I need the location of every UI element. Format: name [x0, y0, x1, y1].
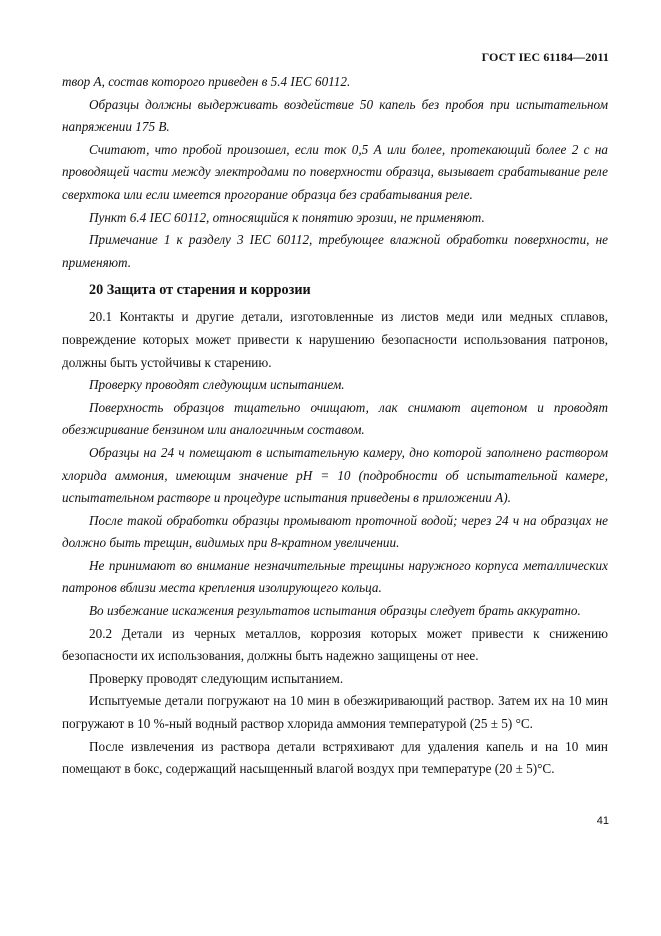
paragraph: 20.1 Контакты и другие детали, изготовленные из листов меди или медных сплавов, повреждение которых может привести к нарушению безопасности использования патронов, должны быть устойчивы к старению.: [62, 309, 608, 370]
paragraph: Поверхность образцов тщательно очищают, лак снимают ацетоном и проводят обезжиривание бензином или аналогичным составом.: [62, 399, 608, 438]
paragraph: 20.2 Детали из черных металлов, коррозия которых может привести к снижению безопасности их использования, должны быть надежно защищены от нее.: [62, 625, 608, 664]
page-number: 41: [596, 815, 609, 827]
paragraph: твор А, состав которого приведен в 5.4 IEC 60112.: [62, 74, 351, 89]
section-heading: 20 Защита от старения и коррозии: [89, 282, 311, 299]
paragraphs-section: [62, 306, 608, 780]
paragraph: Примечание 1 к разделу 3 IEC 60112, требующее влажной обработки поверхности, не применяют.: [62, 232, 608, 270]
paragraph: После такой обработки образцы промывают проточной водой; через 24 ч на образцах не должно быть трещин, видимых при 8-кратном увеличении.: [62, 512, 608, 551]
paragraph: Во избежание искажения результатов испытания образцы следует брать аккуратно.: [89, 603, 581, 619]
paragraph: Образцы на 24 ч помещают в испытательную камеру, дно которой заполнено раствором хлорида аммония, имеющим значение pH = 10 (подробности об испытательной камере, испытательном растворе и процедуре испытания приведены в приложении А).: [62, 444, 608, 506]
page-body: [62, 71, 608, 781]
paragraphs-top: [62, 71, 608, 274]
paragraph: Проверку проводят следующим испытанием.: [89, 377, 345, 393]
document-id: ГОСТ IEC 61184—2011: [481, 50, 609, 64]
paragraph: После извлечения из раствора детали встряхивают для удаления капель и на 10 мин помещают в бокс, содержащий насыщенный влагой воздух при температуре (20 ± 5)°С.: [62, 738, 608, 777]
paragraph: Образцы должны выдерживать воздействие 50 капель без пробоя при испытательном напряжении 175 В.: [62, 96, 608, 135]
paragraph: Считают, что пробой произошел, если ток 0,5 А или более, протекающий более 2 с на проводящей части между электродами по поверхности образца, вызывает срабатывание реле сверхтока или если имеется прогорание образца без срабатывания реле.: [62, 141, 608, 202]
paragraph: Испытуемые детали погружают на 10 мин в обезжиривающий раствор. Затем их на 10 мин погружают в 10 %-ный водный раствор хлорида аммония температурой (25 ± 5) °С.: [62, 693, 608, 732]
paragraph: Не принимают во внимание незначительные трещины наружного корпуса металлических патронов вблизи места крепления изолирующего кольца.: [62, 557, 608, 596]
paragraph: Проверку проводят следующим испытанием.: [89, 670, 344, 686]
paragraph: Пункт 6.4 IEC 60112, относящийся к понятию эрозии, не применяют.: [89, 209, 485, 225]
